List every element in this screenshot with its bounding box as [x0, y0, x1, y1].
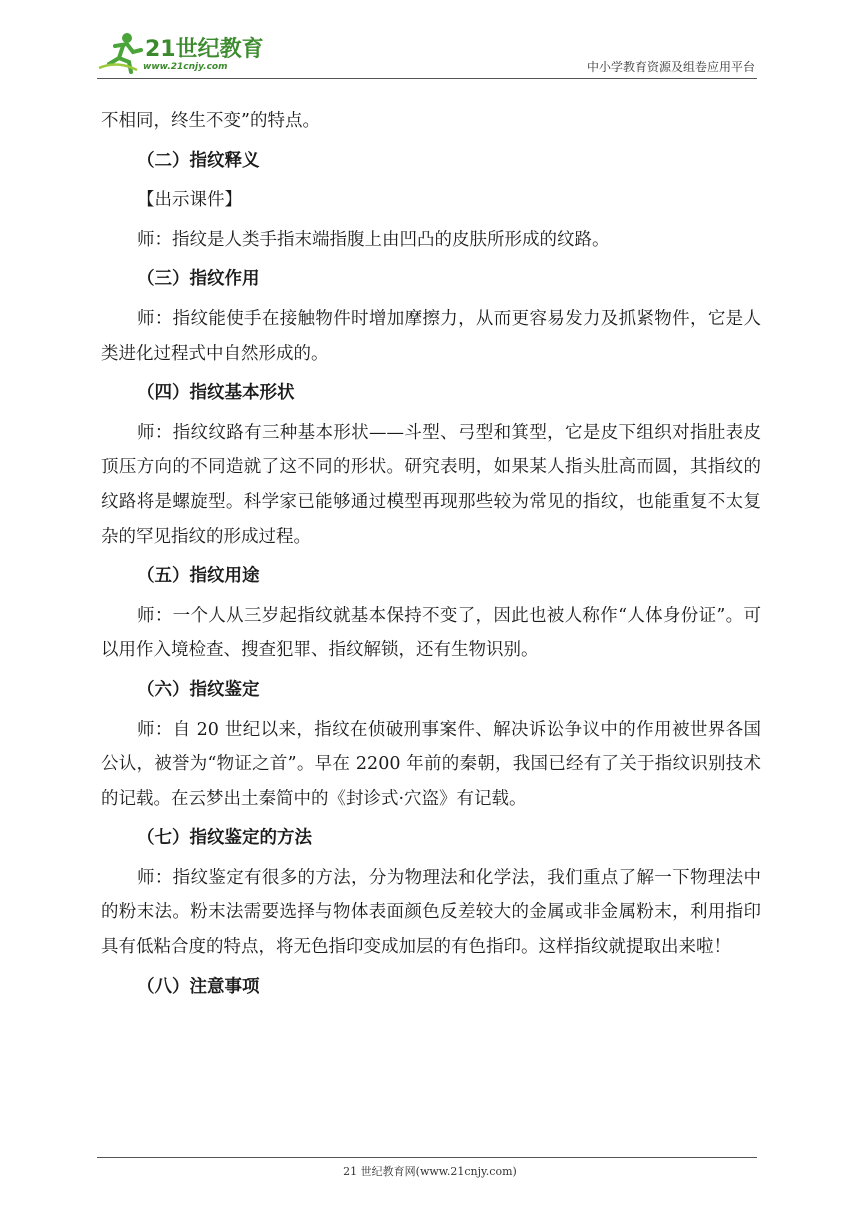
section-heading: （五）指纹用途	[137, 566, 260, 587]
logo-text: 21世纪教育	[145, 37, 264, 62]
paragraph: 师：指纹鉴定有很多的方法，分为物理法和化学法，我们重点了解一下物理法中的粉末法。粉末法需要选择与物体表面颜色反差较大的金属或非金属粉末，利用指印具有低粘合度的特点，将无色指印变成加层的有色指印。这样指纹就提取出来啦！	[101, 867, 761, 958]
section-heading: （二）指纹释义	[137, 150, 260, 171]
courseware-tag: 【出示课件】	[137, 190, 242, 211]
section-heading: （七）指纹鉴定的方法	[137, 828, 312, 849]
page-footer: 21 世纪教育网(www.21cnjy.com)	[343, 1165, 517, 1178]
paragraph: 师：指纹能使手在接触物件时增加摩擦力，从而更容易发力及抓紧物件，它是人类进化过程式中自然形成的。	[101, 308, 761, 364]
logo-url: www.21cnjy.com	[143, 62, 228, 72]
section-heading: （八）注意事项	[137, 976, 260, 997]
runner-logo-icon	[97, 30, 143, 74]
document-body	[101, 104, 761, 1009]
logo	[97, 30, 267, 74]
section-heading: （六）指纹鉴定	[137, 679, 260, 700]
page-header	[97, 28, 757, 78]
section-heading: （三）指纹作用	[137, 269, 260, 290]
paragraph: 师：指纹纹路有三种基本形状——斗型、弓型和箕型，它是皮下组织对指肚表皮顶压方向的不同造就了这不同的形状。研究表明，如果某人指头肚高而圆，其指纹的纹路将是螺旋型。科学家已能够通过模型再现那些较为常见的指纹，也能重复不太复杂的罕见指纹的形成过程。	[101, 422, 761, 547]
paragraph: 不相同，终生不变”的特点。	[101, 111, 320, 131]
paragraph: 师：自 20 世纪以来，指纹在侦破刑事案件、解决诉讼争议中的作用被世界各国公认，被誉为“物证之首”。早在 2200 年前的秦朝，我国已经有了关于指纹识别技术的记载。在云梦出土秦简中的《封诊式·穴盗》有记载。	[101, 719, 761, 809]
section-heading: （四）指纹基本形状	[137, 383, 295, 404]
paragraph: 师：一个人从三岁起指纹就基本保持不变了，因此也被人称作“人体身份证”。可以用作入境检查、搜查犯罪、指纹解锁，还有生物识别。	[101, 605, 761, 661]
header-platform-text: 中小学教育资源及组卷应用平台	[586, 60, 755, 74]
paragraph: 师：指纹是人类手指末端指腹上由凹凸的皮肤所形成的纹路。	[137, 229, 610, 250]
header-divider	[97, 78, 757, 79]
footer-divider	[97, 1157, 757, 1158]
